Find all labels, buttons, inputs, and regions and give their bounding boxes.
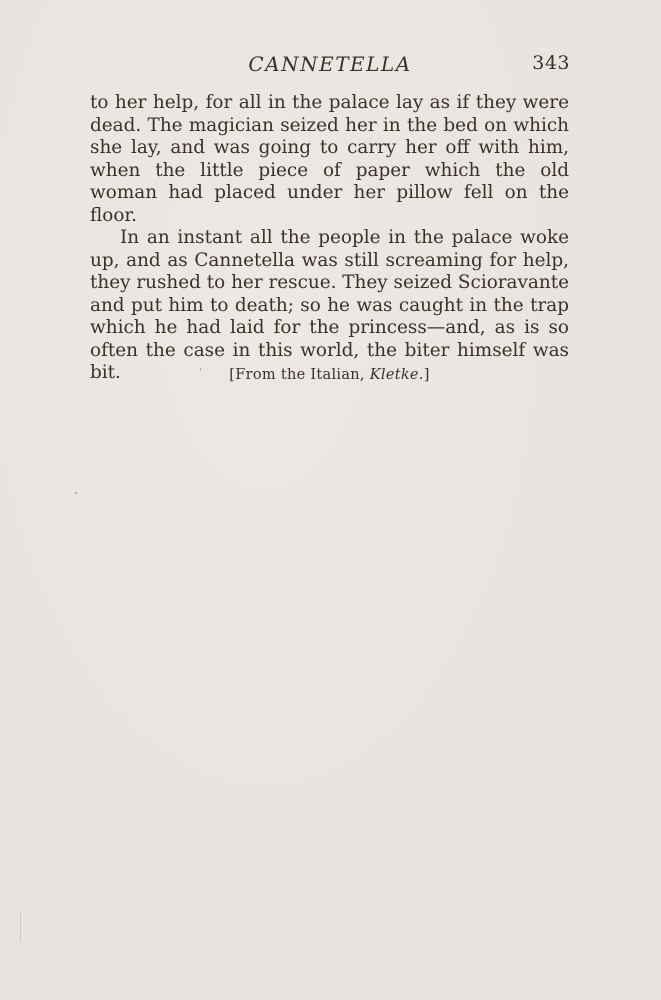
paragraph: In an instant all the people in the palace woke up, and as Cannetella was still screaming for help, they rushed to her rescue. They seized Scioravante and put him to death; so he was caught in the trap which he had laid for the princess—and, as is so often the case in this world, the biter himself was bit.: [90, 227, 569, 383]
paper-speck: [20, 912, 21, 942]
body-text: [90, 92, 569, 385]
source-note-prefix: [From the Italian,: [229, 367, 370, 383]
source-note-suffix: ]: [423, 367, 430, 383]
page-number: 343: [532, 52, 570, 74]
paragraph-continued: to her help, for all in the palace lay as if they were dead. The magician seized her in the bed on which she lay, and was going to carry her off with him, when the little piece of paper which the old woman had placed under her pillow fell on the floor.: [90, 92, 569, 226]
running-head: [90, 52, 570, 80]
paper-speck: [200, 368, 201, 371]
paper-speck: [75, 492, 77, 494]
source-note-author: Kletke.: [369, 367, 424, 383]
running-title: CANNETELLA: [248, 52, 412, 76]
source-note: [90, 367, 569, 383]
